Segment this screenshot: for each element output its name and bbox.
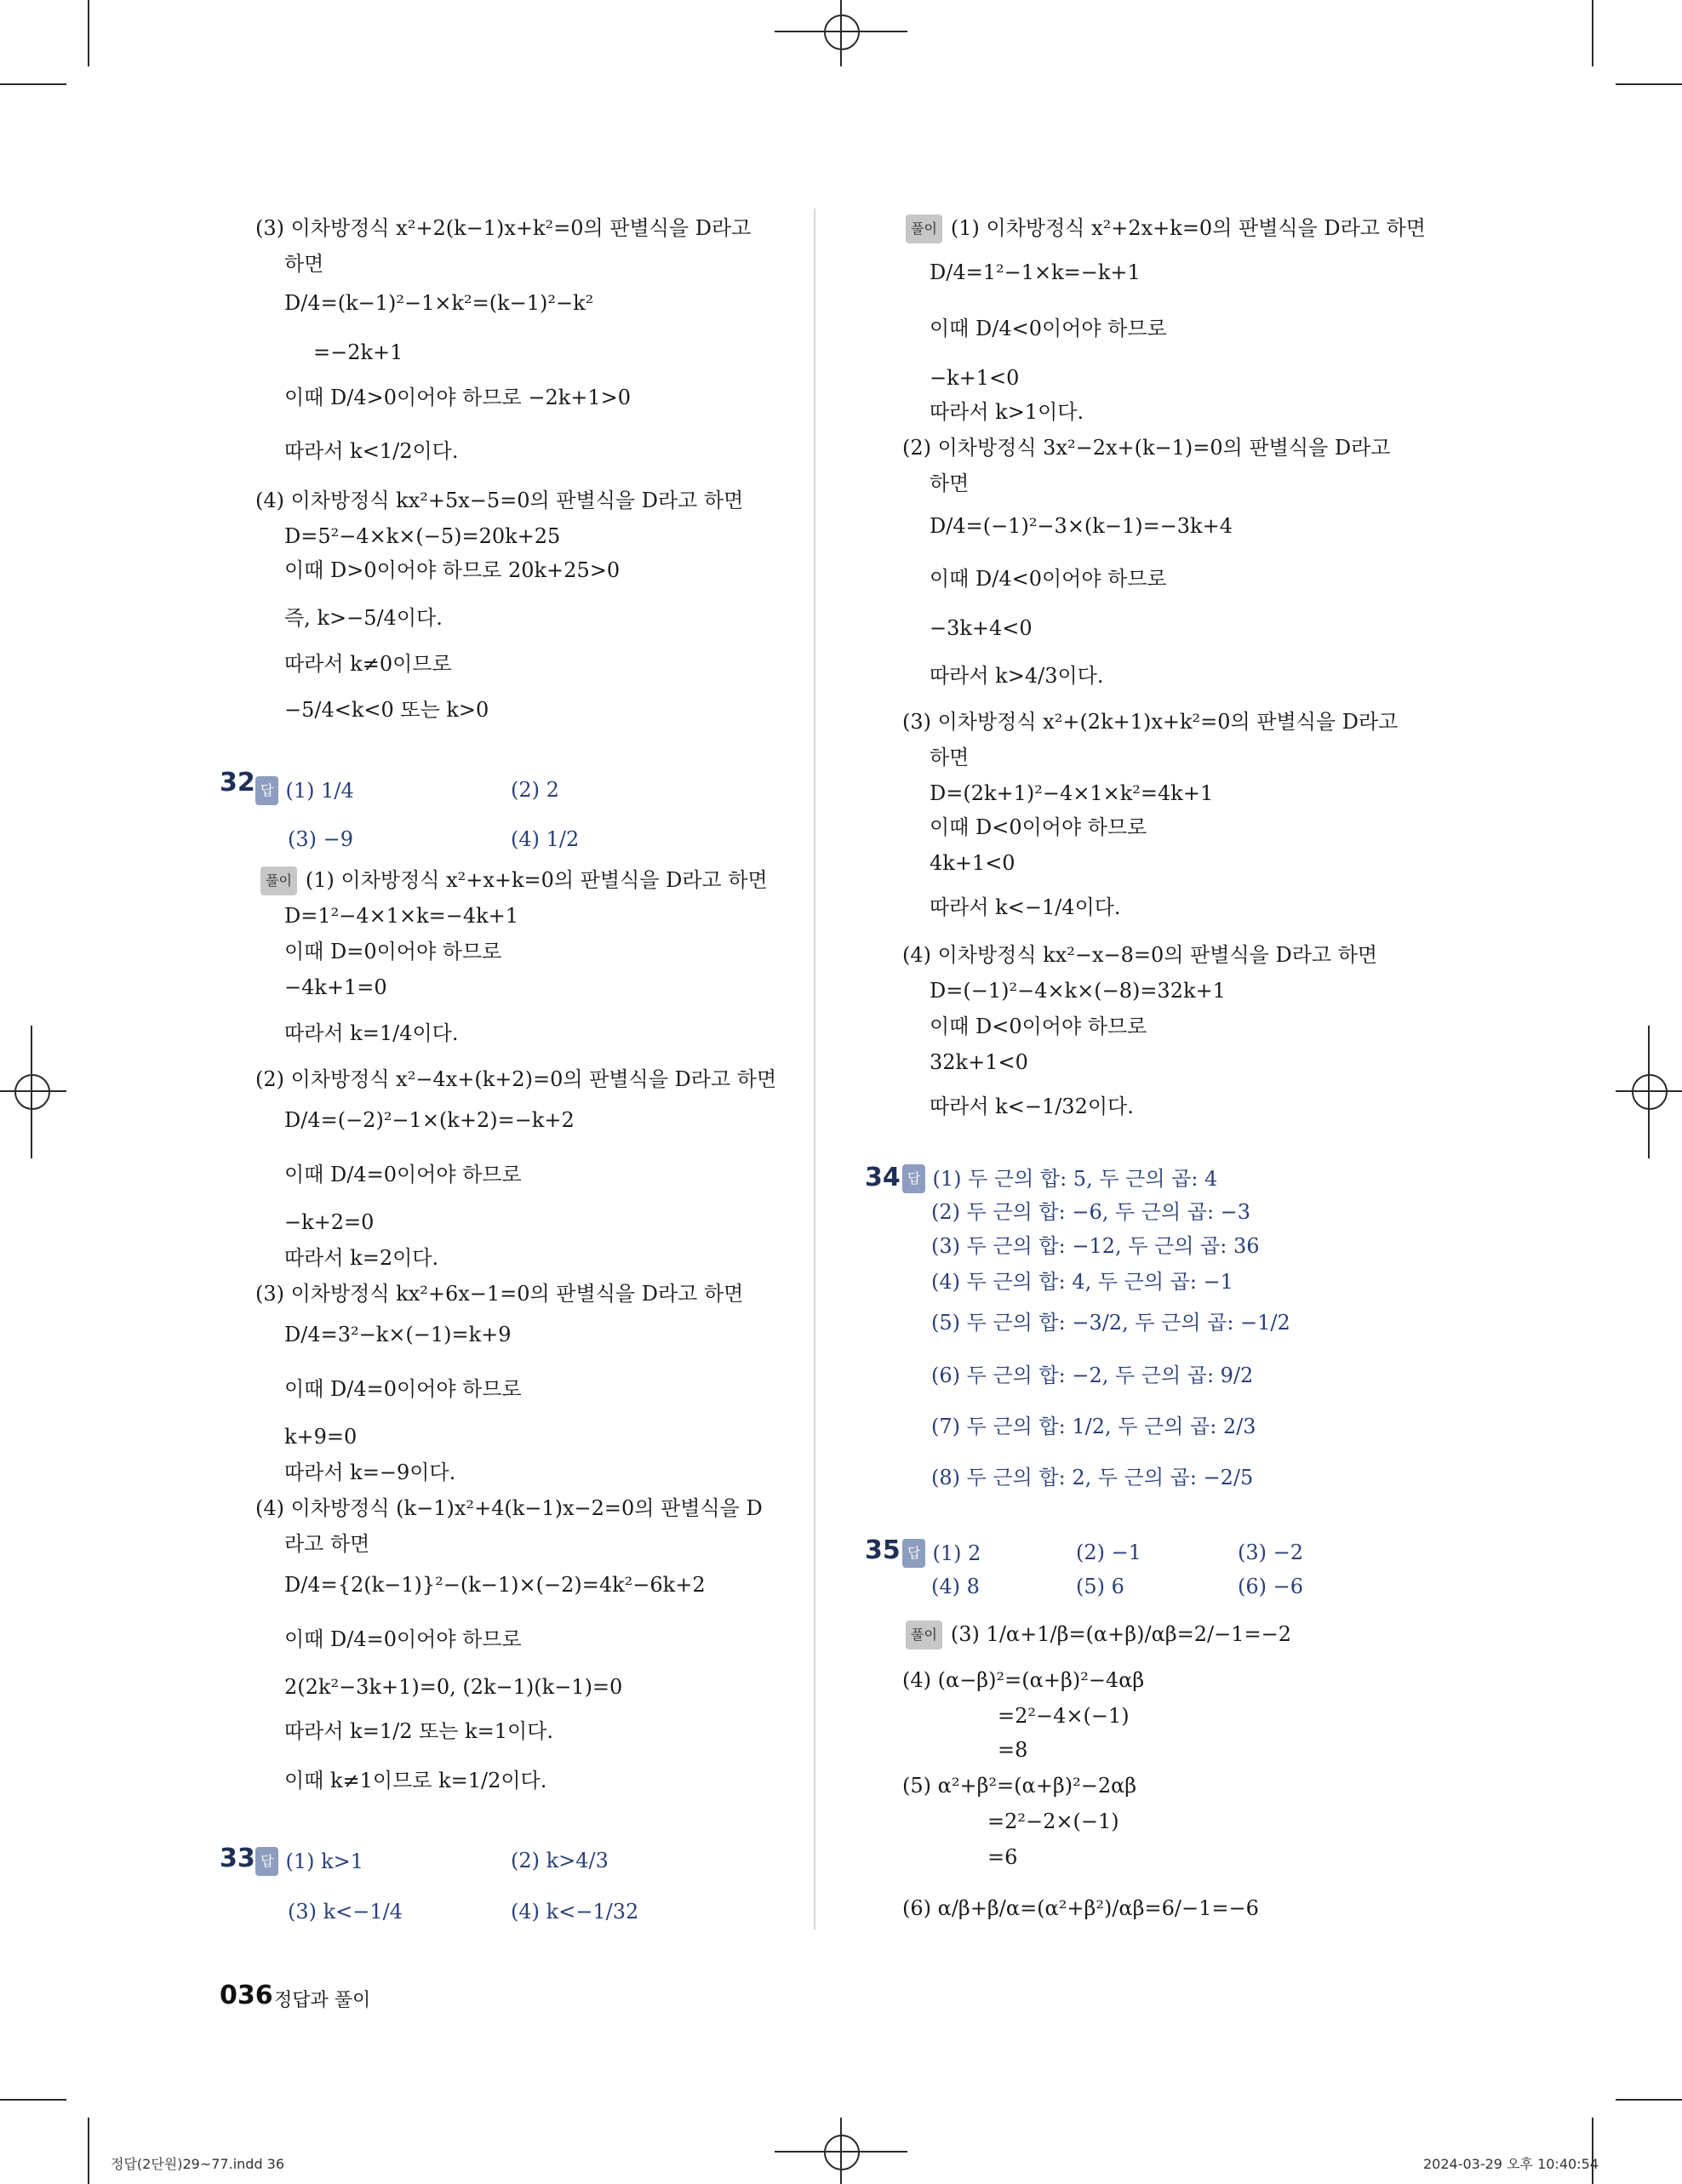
text-line: 이때 D>0이어야 하므로 20k+25>0: [284, 558, 621, 582]
math-line: (3) 1/α+1/β=(α+β)/αβ=2/−1=−2: [950, 1622, 1291, 1646]
question-number-34: 34: [865, 1163, 901, 1192]
registration-mark-left-v: [31, 1026, 32, 1158]
question-number-33: 33: [220, 1844, 255, 1873]
answer-badge: 답: [255, 1847, 278, 1876]
print-slug-timestamp: 2024-03-29 오후 10:40:54: [1423, 2156, 1599, 2172]
text-line: (1) 이차방정식 x²+x+k=0의 판별식을 D라고 하면: [305, 868, 768, 892]
question-number-35: 35: [865, 1535, 901, 1565]
math-line: D/4=(−2)²−1×(k+2)=−k+2: [284, 1108, 575, 1132]
q35-answer-6: (6) −6: [1238, 1575, 1304, 1598]
math-line: 2(2k²−3k+1)=0, (2k−1)(k−1)=0: [284, 1675, 623, 1699]
text-line: 따라서 k=1/4이다.: [284, 1021, 459, 1045]
math-line: −k+1<0: [930, 366, 1020, 390]
math-line: −4k+1=0: [284, 975, 387, 999]
q34-answer-1: [902, 1164, 1217, 1193]
text-line: (2) 이차방정식 3x²−2x+(k−1)=0의 판별식을 D라고: [902, 436, 1391, 460]
text-line: (2) 이차방정식 x²−4x+(k+2)=0의 판별식을 D라고 하면: [255, 1067, 777, 1091]
page-number: 036: [220, 1981, 273, 2010]
footer-label: 정답과 풀이: [274, 1990, 371, 2011]
crop-mark-top-right: [1592, 0, 1593, 66]
crop-mark-bottom-right: [1592, 2118, 1593, 2184]
q32-answer-3: (3) −9: [288, 827, 354, 851]
q32-answer-1: [255, 776, 354, 805]
q32-sol-1-head: [260, 866, 768, 895]
registration-mark-right: [1632, 1074, 1668, 1110]
q35-answer-2: (2) −1: [1076, 1541, 1142, 1564]
solution-badge: 풀이: [906, 214, 942, 243]
registration-mark-right-v: [1648, 1026, 1650, 1158]
q35-answer-5: (5) 6: [1076, 1575, 1124, 1598]
math-line: D/4=(k−1)²−1×k²=(k−1)²−k²: [284, 291, 594, 315]
text-line: 이때 D/4>0이어야 하므로 −2k+1>0: [284, 386, 632, 409]
text-line: (4) 이차방정식 kx²−x−8=0의 판별식을 D라고 하면: [902, 943, 1378, 967]
text-line: 이때 D/4<0이어야 하므로: [930, 317, 1167, 340]
registration-mark-bottom-v: [840, 2118, 842, 2184]
q34-answer-4: (4) 두 근의 합: 4, 두 근의 곱: −1: [931, 1270, 1233, 1294]
text-line: 이때 D/4=0이어야 하므로: [284, 1163, 522, 1186]
q34-answer-3: (3) 두 근의 합: −12, 두 근의 곱: 36: [931, 1234, 1260, 1258]
math-line: −3k+4<0: [930, 616, 1033, 640]
q34-answer-6: (6) 두 근의 합: −2, 두 근의 곱: 9/2: [931, 1364, 1254, 1387]
math-line: D=1²−4×1×k=−4k+1: [284, 904, 519, 928]
text-line: 이때 D<0이어야 하므로: [930, 815, 1147, 839]
text-line: 이때 D=0이어야 하므로: [284, 940, 502, 963]
text-line: 따라서 k<−1/4이다.: [930, 895, 1121, 919]
math-line: (5) α²+β²=(α+β)²−2αβ: [902, 1774, 1137, 1798]
text-line: (4) 이차방정식 (k−1)x²+4(k−1)x−2=0의 판별식을 D: [255, 1496, 763, 1520]
q34-answer-2: (2) 두 근의 합: −6, 두 근의 곱: −3: [931, 1200, 1251, 1224]
text-line: (3) 이차방정식 kx²+6x−1=0의 판별식을 D라고 하면: [255, 1282, 744, 1306]
q32-answer-2: (2) 2: [511, 778, 559, 802]
math-line: k+9=0: [284, 1425, 358, 1449]
text-line: (4) 이차방정식 kx²+5x−5=0의 판별식을 D라고 하면: [255, 489, 744, 512]
question-number-32: 32: [220, 768, 255, 798]
registration-mark-left: [14, 1074, 50, 1110]
text-line: 이때 D/4=0이어야 하므로: [284, 1377, 522, 1401]
math-line: D=(2k+1)²−4×1×k²=4k+1: [930, 781, 1214, 805]
math-line: −5/4<k<0 또는 k>0: [284, 698, 489, 722]
text-line: 따라서 k=1/2 또는 k=1이다.: [284, 1719, 554, 1743]
q33-answer-1: [255, 1847, 363, 1876]
registration-mark-top-v: [840, 0, 842, 66]
q35-answer-4: (4) 8: [931, 1575, 980, 1598]
answer-text: (1) 두 근의 합: 5, 두 근의 곱: 4: [932, 1167, 1218, 1191]
text-line: 따라서 k≠0이므로: [284, 652, 452, 676]
q32-answer-4: (4) 1/2: [511, 827, 580, 851]
math-line: D/4=1²−1×k=−k+1: [930, 260, 1141, 284]
text-line: 라고 하면: [284, 1532, 370, 1556]
q35-answer-1: [902, 1539, 981, 1568]
text-line: (3) 이차방정식 x²+2(k−1)x+k²=0의 판별식을 D라고: [255, 216, 752, 240]
math-line: −k+2=0: [284, 1210, 375, 1234]
math-line: =−2k+1: [313, 340, 403, 364]
answer-text: (1) 1/4: [285, 779, 354, 803]
text-line: 따라서 k=2이다.: [284, 1246, 439, 1270]
math-line: D=5²−4×k×(−5)=20k+25: [284, 524, 561, 548]
answer-badge: 답: [902, 1539, 925, 1568]
answer-badge: 답: [902, 1164, 925, 1193]
print-slug-filename: 정답(2단원)29~77.indd 36: [111, 2156, 285, 2172]
crop-mark-bottom-left-h: [0, 2099, 66, 2101]
crop-mark-top-right-h: [1616, 83, 1682, 85]
math-line: 4k+1<0: [930, 851, 1015, 875]
registration-mark-left-h: [0, 1090, 66, 1092]
text-line: 따라서 k<1/2이다.: [284, 439, 459, 463]
q33-sol-1-head: [906, 214, 1426, 243]
text-line: 따라서 k>1이다.: [930, 400, 1084, 424]
q34-answer-7: (7) 두 근의 합: 1/2, 두 근의 곱: 2/3: [931, 1415, 1256, 1438]
crop-mark-bottom-right-h: [1616, 2099, 1682, 2101]
text-line: 이때 k≠1이므로 k=1/2이다.: [284, 1769, 547, 1792]
q34-answer-5: (5) 두 근의 합: −3/2, 두 근의 곱: −1/2: [931, 1311, 1290, 1335]
crop-mark-top-left-h: [0, 83, 66, 85]
text-line: 따라서 k<−1/32이다.: [930, 1095, 1134, 1118]
math-line: D/4={2(k−1)}²−(k−1)×(−2)=4k²−6k+2: [284, 1573, 706, 1597]
column-divider: [814, 209, 815, 1930]
text-line: 하면: [284, 252, 324, 276]
math-line: D/4=3²−k×(−1)=k+9: [284, 1323, 512, 1346]
text-line: 따라서 k>4/3이다.: [930, 664, 1104, 688]
text-line: (3) 이차방정식 x²+(2k+1)x+k²=0의 판별식을 D라고: [902, 710, 1399, 734]
math-line: (6) α/β+β/α=(α²+β²)/αβ=6/−1=−6: [902, 1896, 1259, 1920]
math-line: D/4=(−1)²−3×(k−1)=−3k+4: [930, 514, 1233, 538]
text-line: 이때 D<0이어야 하므로: [930, 1015, 1147, 1038]
q33-answer-2: (2) k>4/3: [511, 1849, 609, 1872]
q35-sol-3: [906, 1621, 1291, 1649]
math-line: =2²−4×(−1): [998, 1704, 1130, 1728]
text-line: 이때 D/4<0이어야 하므로: [930, 567, 1167, 591]
answer-text: (1) 2: [932, 1541, 981, 1565]
text-line: 따라서 k=−9이다.: [284, 1461, 456, 1484]
answer-text: (1) k>1: [285, 1850, 364, 1873]
math-line: =8: [998, 1738, 1028, 1762]
registration-mark-bottom: [824, 2135, 860, 2170]
math-line: =2²−2×(−1): [987, 1810, 1119, 1833]
q33-answer-4: (4) k<−1/32: [511, 1900, 639, 1924]
registration-mark-top: [824, 14, 860, 50]
q34-answer-8: (8) 두 근의 합: 2, 두 근의 곱: −2/5: [931, 1466, 1254, 1489]
math-line: 32k+1<0: [930, 1050, 1028, 1074]
crop-mark-top-left: [88, 0, 89, 66]
solution-badge: 풀이: [906, 1621, 942, 1649]
text-line: 하면: [930, 472, 970, 495]
math-line: D=(−1)²−4×k×(−8)=32k+1: [930, 979, 1226, 1003]
answer-badge: 답: [255, 776, 278, 805]
math-line: (4) (α−β)²=(α+β)²−4αβ: [902, 1668, 1145, 1692]
text-line: 이때 D/4=0이어야 하므로: [284, 1627, 522, 1651]
crop-mark-bottom-left: [88, 2118, 89, 2184]
text-line: 하면: [930, 746, 970, 769]
text-line: 즉, k>−5/4이다.: [284, 606, 443, 630]
text-line: (1) 이차방정식 x²+2x+k=0의 판별식을 D라고 하면: [950, 216, 1426, 240]
q35-answer-3: (3) −2: [1238, 1541, 1304, 1564]
solution-badge: 풀이: [260, 866, 297, 895]
math-line: =6: [987, 1845, 1018, 1869]
q33-answer-3: (3) k<−1/4: [288, 1900, 403, 1924]
